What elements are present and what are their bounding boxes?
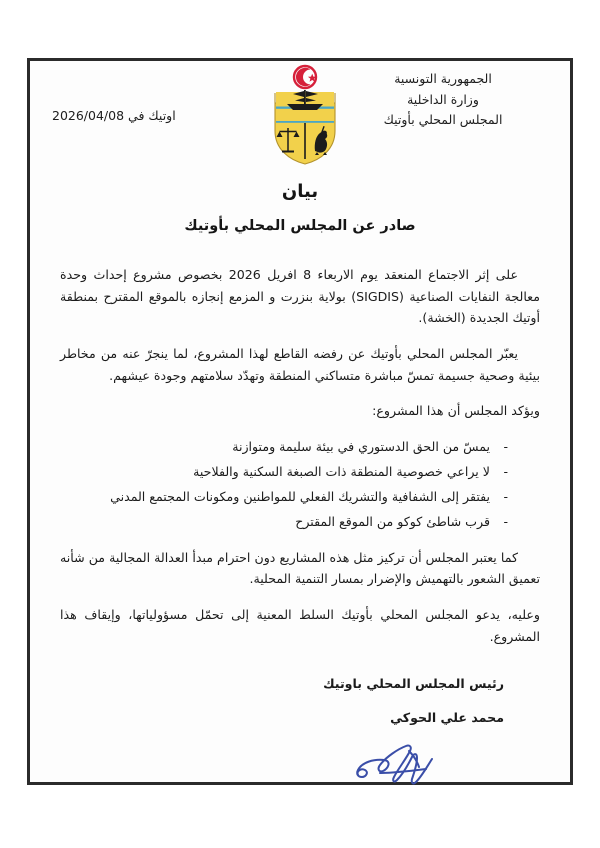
page-subtitle: صادر عن المجلس المحلي بأوتيك — [184, 218, 416, 234]
letterhead-text — [338, 69, 548, 131]
document-body — [60, 264, 540, 797]
paragraph-spatial-justice: كما يعتبر المجلس أن تركيز مثل هذه المشاريع دون احترام مبدأ العدالة المجالية من شأنه تعميق الشعور بالتهميش والإضرار بمسار التنمية المحلية. — [60, 549, 540, 587]
list-item: - لا يراعي خصوصية المنطقة ذات الصبغة السكنية والفلاحية — [60, 461, 512, 483]
signatory-role: رئيس المجلس المحلي باوتيك — [323, 676, 504, 692]
list-item: - يفتقر إلى الشفافية والتشريك الفعلي للمواطنين ومكونات المجتمع المدني — [60, 486, 512, 508]
objections-list — [60, 436, 512, 533]
signatory-name: محمد علي الحوكي — [390, 709, 504, 725]
letterhead-line-ministry: وزارة الداخلية — [407, 91, 479, 107]
date-prefix-label: اوتيك في — [128, 108, 176, 123]
date-value: 2026/04/08 — [52, 108, 125, 123]
document-page-frame — [27, 58, 573, 785]
document-date — [52, 108, 176, 123]
handwritten-signature-icon — [60, 733, 504, 798]
signature-block — [60, 673, 540, 797]
paragraph-conclusion: وعليه، يدعو المجلس المحلي بأوتيك السلط المعنية إلى تحمّل مسؤولياتها، وإيقاف هذا المشروع. — [60, 606, 540, 644]
list-item: - قرب شاطئ كوكو من الموقع المقترح — [60, 511, 512, 533]
list-item: - يمسّ من الحق الدستوري في بيئة سليمة ومتوازنة — [60, 436, 512, 458]
paragraph-list-intro: ويؤكد المجلس أن هذا المشروع: — [372, 403, 540, 419]
document-page — [30, 61, 570, 782]
letterhead-line-council: المجلس المحلي بأوتيك — [383, 112, 503, 128]
title-block — [30, 181, 570, 234]
letterhead-line-republic: الجمهورية التونسية — [394, 71, 492, 86]
paragraph-rejection: يعبّر المجلس المحلي بأوتيك عن رفضه القاطع لهذا المشروع، لما ينجرّ عنه من مخاطر بيئية وصحية جسيمة تمسّ مباشرة متساكني المنطقة وتهدّد سلامتهم وجودة عيشهم. — [60, 345, 540, 383]
paragraph-intro: على إثر الاجتماع المنعقد يوم الاربعاء 8 افريل 2026 بخصوص مشروع إحداث وحدة معالجة النفايات الصناعية (SIGDIS) بولاية بنزرت و المزمع إنجازه بالموقع المقترح بمنطقة أوتيك الجديدة (الخشة). — [60, 267, 541, 326]
tunisia-coat-of-arms-icon — [265, 63, 345, 167]
document-header — [30, 61, 570, 173]
page-title: بيان — [281, 181, 319, 202]
